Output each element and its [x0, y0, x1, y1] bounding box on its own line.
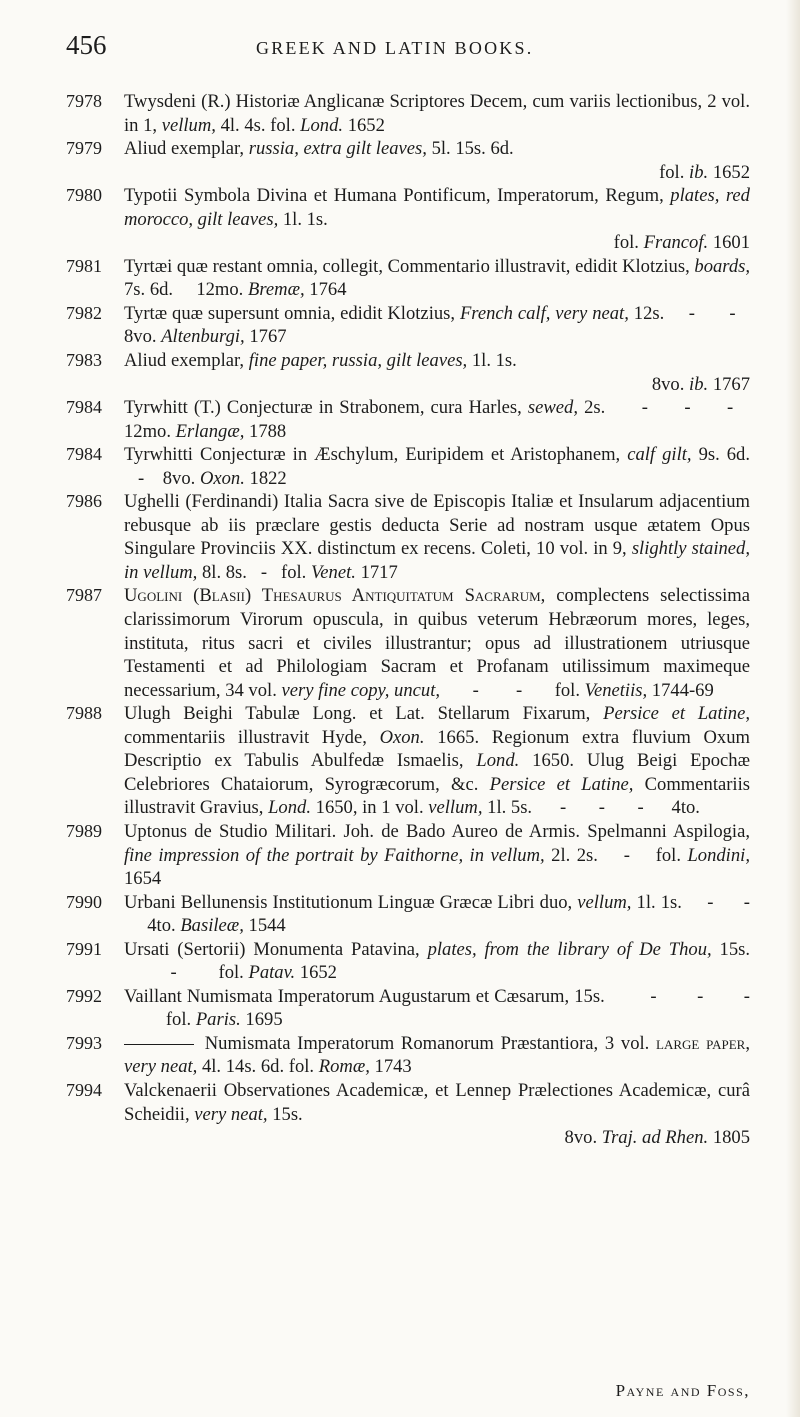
- entry-place: ib.: [689, 373, 709, 395]
- ditto-rule: [124, 1044, 194, 1045]
- entry-binding: vellum,: [161, 114, 216, 136]
- entry-text: Ughelli (Ferdinandi) Italia Sacra sive de Episcopis Italiæ et Insularum adjacentium rebusque ab iis præclare gestis deducta Serie ad nostram usque ætatem Opus Singulare Provinciis XX. distinctum ex recens. Coleti, 10 vol. in 9,: [124, 491, 750, 560]
- entry-place: Venet.: [311, 561, 356, 583]
- entry-year: 1654: [124, 868, 162, 890]
- entry-text: complectens selectissima clarissimorum Virorum opuscula, in quibus veterum Hebræorum mores, leges, instituta, ritus sacri et civiles illustrantur; opus ad illustrationem utriusque Testamenti et ad Philologiam Sacram et Profanam utilissimum maximeque necessarium, 34 vol.: [124, 585, 750, 701]
- entry-text: Typotii Symbola Divina et Humana Pontificum, Imperatorum, Regum,: [124, 185, 664, 207]
- catchword-footer: Payne and Foss,: [615, 1381, 750, 1400]
- entry-year: 1652: [347, 114, 385, 136]
- entry-binding: slightly stained, in vellum,: [124, 538, 751, 583]
- entry-format: fol.: [218, 962, 244, 984]
- entry-text: in 1 vol.: [362, 797, 424, 819]
- entry-text: Ulug Beigi Epochæ Celebriores Chataiorum, Syrogræcorum, &c.: [124, 750, 750, 795]
- entry-imprint: [124, 373, 750, 397]
- catalogue-entry: [66, 90, 750, 137]
- entry-price: 9s. 6d.: [698, 444, 750, 466]
- entry-year: 1805: [712, 1127, 750, 1149]
- catalogue-entry: 7992 Vaillant Numismata Imperatorum Augustarum et Cæsarum, 15s. - - - fol. Paris. 1695: [66, 985, 750, 1031]
- entry-place: ib.: [689, 161, 709, 183]
- entry-year: 1650.: [532, 750, 575, 772]
- entry-text: commentariis illustravit Hyde,: [124, 726, 367, 748]
- entry-format: 8vo.: [162, 467, 196, 489]
- lot-number: 7982: [66, 302, 102, 323]
- entry-year: 1743: [374, 1056, 412, 1078]
- lot-number: 7984: [66, 444, 102, 465]
- entry-price: 5l. 15s. 6d.: [431, 138, 514, 160]
- entry-price: 7s. 6d.: [124, 279, 174, 301]
- entry-place: Basileæ,: [180, 915, 244, 937]
- entry-year: 1665.: [437, 726, 480, 748]
- lot-number: 7988: [66, 703, 102, 724]
- entry-price: 1l. 1s.: [636, 891, 682, 913]
- entry-binding: russia, extra gilt leaves,: [248, 138, 427, 160]
- entry-format: fol.: [655, 844, 681, 866]
- catalogue-entry: 7991 Ursati (Sertorii) Monumenta Patavina, plates, from the library of De Thou, 15s. - fol. Patav. 1652: [66, 938, 751, 984]
- entry-text: Vaillant Numismata Imperatorum Augustarum et Cæsarum,: [124, 985, 570, 1007]
- catalogue-entry: [66, 1032, 750, 1079]
- running-head: GREEK AND LATIN BOOKS.: [256, 38, 534, 58]
- entry-format: 12mo.: [196, 279, 244, 301]
- entry-binding: boards,: [694, 255, 751, 277]
- entry-text: Valckenaerii Observationes Academicæ, et Lennep Prælectiones Academicæ, curâ Scheidii,: [124, 1079, 750, 1125]
- entry-binding: very neat,: [124, 1056, 198, 1078]
- entry-binding: vellum,: [428, 797, 483, 819]
- entry-binding: plates, from the library of De Thou,: [427, 938, 712, 960]
- entry-price: 15s.: [574, 985, 605, 1007]
- catalogue-entry: 7987 Ugolini (Blasii) Thesaurus Antiquitatum Sacrarum, complectens selectissima clarissimorum Virorum opuscula, in quibus veterum Hebræorum mores, leges, instituta, ritus sacri et civiles illustrantur; opus ad illustrationem utriusque Testamenti et ad Philologiam Sacram et Profanam utilissimum maximeque necessarium, 34 vol. very fine copy, uncut, - - fol. Venetiis, 1744-69: [66, 585, 750, 701]
- entry-heading: Ugolini (Blasii) Thesaurus Antiquitatum Sacrarum,: [124, 585, 546, 607]
- catalogue-entry: [66, 255, 750, 302]
- catalogue-entry: 7984 Tyrwhitti Conjecturæ in Æschylum, Euripidem et Aristophanem, calf gilt, 9s. 6d. - 8vo. Oxon. 1822: [66, 444, 750, 489]
- entry-year: 1652: [299, 962, 337, 984]
- entry-text: Aliud exemplar,: [124, 138, 245, 160]
- entry-place: Bremæ,: [248, 279, 305, 301]
- entry-place: Romæ,: [318, 1056, 370, 1078]
- entry-year: 1695: [245, 1009, 283, 1031]
- catalogue-entry: 7986 Ughelli (Ferdinandi) Italia Sacra sive de Episcopis Italiæ et Insularum adjacentium rebusque ab iis præclare gestis deducta Serie ad nostram usque ætatem Opus Singulare Provinciis XX. distinctum ex recens. Coleti, 10 vol. in 9, slightly stained, in vellum, 8l. 8s. - fol. Venet. 1717: [66, 491, 751, 583]
- page-edge-shadow: [786, 0, 800, 1417]
- entry-place: Patav.: [248, 962, 296, 984]
- entry-place: Londini,: [687, 844, 750, 866]
- entry-imprint: [124, 231, 750, 255]
- entry-year: 1767: [249, 326, 287, 348]
- entry-place: Traj. ad Rhen.: [601, 1127, 709, 1149]
- catalogue-entry: 7990 Urbani Bellunensis Institutionum Linguæ Græcæ Libri duo, vellum, 1l. 1s. - - 4to. Basileæ, 1544: [66, 891, 750, 937]
- entry-year: 1650,: [315, 797, 358, 819]
- lot-number: 7986: [66, 491, 102, 512]
- entry-text: Tyrwhitt (T.) Conjecturæ in Strabonem, cura Harles,: [124, 397, 522, 419]
- entry-language: Persice et Latine,: [603, 703, 750, 725]
- entry-price: 4l. 14s. 6d.: [201, 1056, 285, 1078]
- catalogue-entry: [66, 349, 750, 396]
- lot-number: 7981: [66, 255, 102, 276]
- lot-number: 7984: [66, 397, 102, 418]
- entry-year: 1652: [712, 161, 750, 183]
- catalogue-entry: 7989 Uptonus de Studio Militari. Joh. de Bado Aureo de Armis. Spelmanni Aspilogia, fine impression of the portrait by Faithorne, in vellum, 2l. 2s. - fol. Londini, 1654: [66, 820, 750, 890]
- entry-text: Tyrtæi quæ restant omnia, collegit, Commentario illustravit, edidit Klotzius,: [124, 255, 690, 277]
- page-header: [66, 30, 756, 70]
- lot-number: 7992: [66, 985, 102, 1006]
- entry-binding: French calf, very neat,: [459, 302, 629, 324]
- entry-year: 1822: [249, 467, 287, 489]
- entry-binding: plates, red morocco, gilt leaves,: [124, 185, 750, 230]
- catalogue-entry: 7984 Tyrwhitt (T.) Conjecturæ in Strabonem, cura Harles, sewed, 2s. - - - 12mo. Erlangæ, 1788: [66, 397, 750, 442]
- entry-price: 12s.: [633, 302, 665, 324]
- entry-year: 1544: [248, 915, 286, 937]
- entry-paper: large paper,: [656, 1032, 750, 1054]
- entry-text: Tyrwhitti Conjecturæ in Æschylum, Euripidem et Aristophanem,: [124, 444, 621, 466]
- catalogue-entry: [66, 184, 750, 255]
- catalogue-entry: [66, 1079, 750, 1150]
- entry-text: Regionum extra fluvium Oxum Descriptio ex Tabulis Abulfedæ Ismaelis,: [124, 726, 750, 772]
- entry-price: 15s.: [719, 938, 751, 960]
- lot-number: 7994: [66, 1079, 102, 1100]
- entry-price: 2l. 2s.: [551, 844, 598, 866]
- catalogue-entry: 7988 Ulugh Beighi Tabulæ Long. et Lat. Stellarum Fixarum, Persice et Latine, commentariis illustravit Hyde, Oxon. 1665. Regionum extra fluvium Oxum Descriptio ex Tabulis Abulfedæ Ismaelis, Lond. 1650. Ulug Beigi Epochæ Celebriores Chataiorum, Syrogræcorum, &c. Persice et Latine, Commentariis illustravit Gravius, Lond. 1650, in 1 vol. vellum, 1l. 5s. - - - 4to.: [66, 703, 750, 819]
- lot-number: 7990: [66, 891, 102, 912]
- entry-place: Venetiis,: [584, 679, 648, 701]
- entry-language: Persice et Latine,: [489, 773, 634, 795]
- entry-format: 8vo.: [651, 373, 685, 395]
- entry-year: 1717: [360, 561, 398, 583]
- entry-binding: fine paper, russia, gilt leaves,: [248, 350, 468, 372]
- entry-place: Lond.: [268, 797, 311, 819]
- entry-price: 1l. 1s.: [471, 350, 517, 372]
- entry-format: fol.: [281, 561, 307, 583]
- lot-number: 7978: [66, 91, 102, 111]
- entry-binding: calf gilt,: [627, 444, 692, 466]
- lot-number: 7993: [66, 1032, 102, 1053]
- entry-binding: vellum,: [577, 891, 632, 913]
- entry-price: 8l. 8s.: [201, 561, 247, 583]
- entry-format: 8vo.: [124, 326, 157, 348]
- lot-number: 7980: [66, 185, 102, 206]
- entry-binding: fine impression of the portrait by Faithorne, in vellum,: [124, 844, 545, 866]
- entry-imprint: [124, 1126, 750, 1150]
- entry-price: 1l. 5s.: [487, 797, 533, 819]
- lot-number: 7991: [66, 938, 102, 959]
- entry-price: 1l. 1s.: [282, 208, 328, 230]
- entry-text: Uptonus de Studio Militari. Joh. de Bado Aureo de Armis. Spelmanni Aspilogia,: [124, 820, 750, 842]
- lot-number: 7979: [66, 138, 102, 159]
- entry-price: 15s.: [272, 1103, 303, 1125]
- entry-place: Francof.: [643, 232, 709, 254]
- entry-year: 1788: [249, 420, 287, 442]
- entry-text: Tyrtæ quæ supersunt omnia, edidit Klotzius,: [124, 302, 456, 324]
- entry-format: fol.: [554, 679, 580, 701]
- entry-format: 8vo.: [564, 1127, 598, 1149]
- entry-format: fol.: [659, 161, 685, 183]
- entry-imprint: [124, 161, 750, 185]
- entry-price: 2s.: [584, 397, 606, 419]
- entry-year: 1764: [309, 279, 347, 301]
- entry-price: 4l. 4s. fol.: [220, 114, 296, 136]
- entry-format: fol.: [165, 1009, 192, 1031]
- catalogue-entry: 7982 Tyrtæ quæ supersunt omnia, edidit Klotzius, French calf, very neat, 12s. - - 8vo. Altenburgi, 1767: [66, 302, 750, 348]
- entry-year: 1601: [712, 232, 750, 254]
- entry-text: Aliud exemplar,: [124, 350, 245, 372]
- entry-place: Paris.: [195, 1009, 241, 1031]
- lot-number: 7989: [66, 820, 102, 841]
- entry-format: 12mo.: [124, 420, 172, 442]
- entry-place: Oxon.: [199, 467, 245, 489]
- entry-format: fol.: [613, 232, 639, 254]
- entry-binding: very fine copy, uncut,: [281, 679, 441, 701]
- lot-number: 7987: [66, 585, 102, 606]
- lot-number: 7983: [66, 350, 102, 371]
- entry-place: Oxon.: [379, 726, 425, 748]
- entry-text: Ursati (Sertorii) Monumenta Patavina,: [124, 938, 420, 960]
- entry-year: 1767: [712, 373, 750, 395]
- entry-text: Ulugh Beighi Tabulæ Long. et Lat. Stellarum Fixarum,: [124, 703, 591, 725]
- entry-place: Lond.: [476, 750, 520, 772]
- entry-text: Commentariis illustravit Gravius,: [124, 773, 750, 819]
- entry-format: fol.: [288, 1056, 315, 1078]
- entry-format: 4to.: [147, 915, 176, 937]
- catalogue-entries: [66, 90, 750, 1150]
- catalogue-entry: [66, 137, 750, 184]
- entry-text: Twysdeni (R.) Historiæ Anglicanæ Scriptores Decem, cum variis lectionibus, 2 vol. in 1,: [124, 91, 750, 136]
- entry-year: 1744-69: [651, 679, 714, 701]
- entry-text: Urbani Bellunensis Institutionum Linguæ Græcæ Libri duo,: [124, 891, 573, 913]
- entry-place: Lond.: [300, 114, 344, 136]
- entry-place: Erlangæ,: [175, 420, 245, 442]
- entry-text: Numismata Imperatorum Romanorum Præstantiora, 3 vol.: [204, 1032, 650, 1054]
- entry-binding: sewed,: [527, 397, 578, 419]
- entry-binding: very neat,: [194, 1103, 268, 1125]
- entry-format: 4to.: [671, 797, 700, 819]
- entry-place: Altenburgi,: [161, 326, 245, 348]
- page-number: 456: [66, 30, 107, 60]
